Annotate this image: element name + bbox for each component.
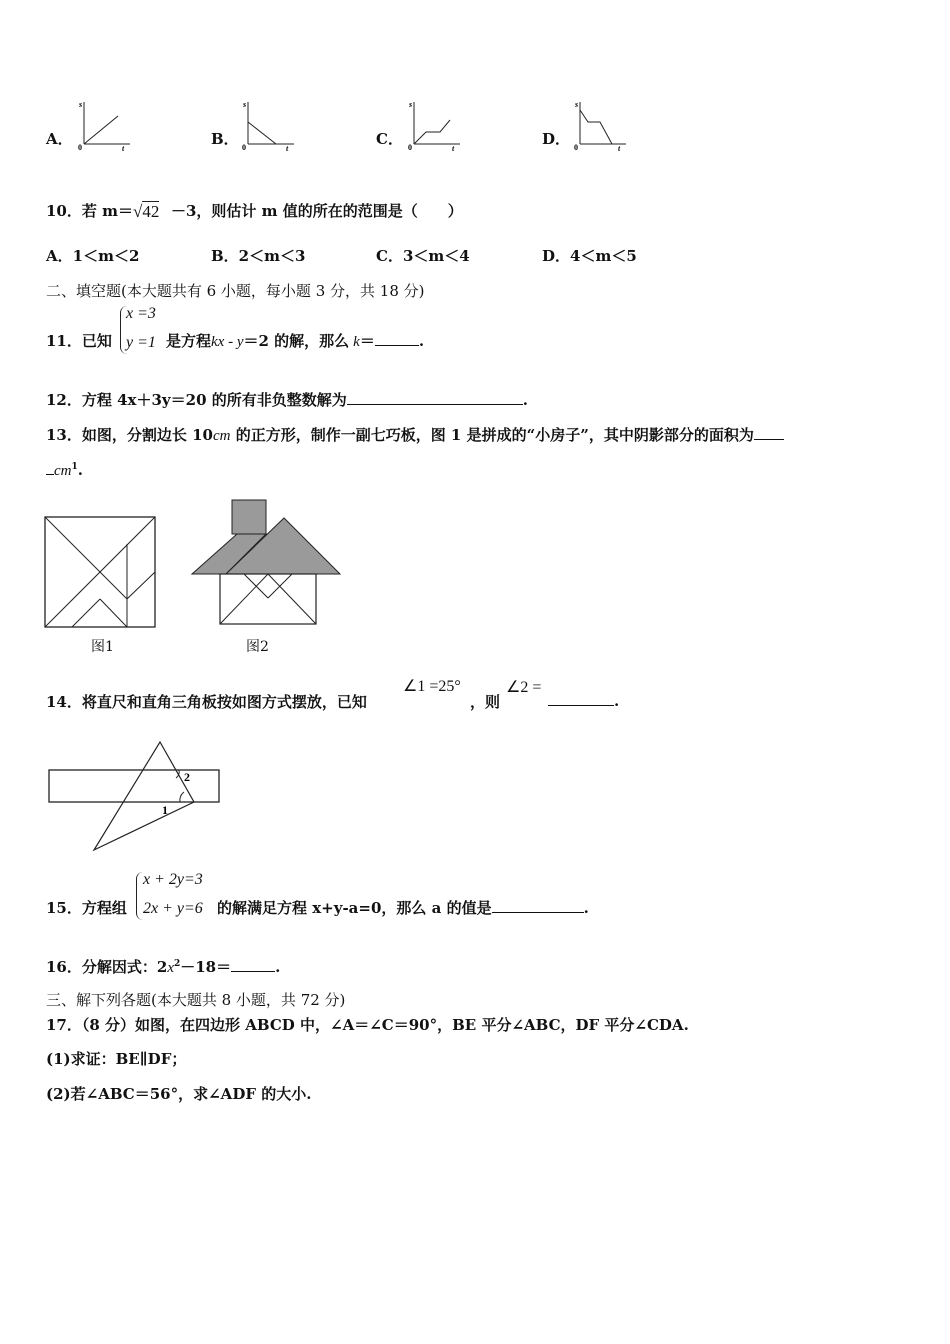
q11-expr: kx - y — [211, 334, 244, 350]
q15-suffix: 的解满足方程 x+y-a=0，那么 a 的值是 — [217, 899, 492, 917]
graph-c-origin: 0 — [408, 143, 412, 152]
figure-1-label: 图1 — [91, 639, 114, 655]
graph-a-yaxis: s — [79, 100, 83, 109]
graph-c-yaxis: s — [409, 100, 413, 109]
figure-2-label: 图2 — [246, 639, 269, 655]
q17-part-2: (2)若∠ABC＝56°，求∠ADF 的大小. — [46, 1085, 312, 1103]
q10-option-c[interactable]: C．3＜m＜4 — [376, 247, 470, 265]
q16-suffix: －18＝ — [180, 958, 232, 976]
section-3-heading: 三、解下列各题(本大题共 8 小题，共 72 分) — [46, 991, 346, 1009]
q17-part-1: (1)求证：BE∥DF； — [46, 1050, 187, 1068]
graph-a-origin: 0 — [78, 143, 82, 152]
q13-answer-blank-2[interactable] — [46, 460, 54, 475]
q10-option-d[interactable]: D．4＜m＜5 — [542, 247, 637, 265]
q13-line2 — [46, 460, 83, 480]
q13-line2-unit: cm — [54, 463, 72, 479]
q14-answer-blank[interactable] — [548, 691, 614, 706]
q15-answer-blank[interactable] — [492, 898, 584, 913]
figure-2-house — [190, 498, 344, 628]
q11-period: . — [418, 332, 425, 350]
option-b-label[interactable]: B． — [211, 130, 239, 148]
q16 — [46, 956, 280, 977]
q15-rest — [217, 897, 589, 918]
q13-answer-blank-1[interactable] — [754, 425, 784, 440]
q11-rest — [166, 330, 424, 351]
q13-line1 — [46, 424, 784, 445]
q14-period: . — [614, 692, 620, 710]
graph-a-xaxis: t — [122, 144, 125, 153]
graph-a — [68, 98, 138, 154]
q16-var: x — [167, 960, 174, 976]
q11-eq2: y =1 — [126, 334, 156, 351]
q12-text: 12．方程 4x＋3y＝20 的所有非负整数解为 — [46, 391, 347, 409]
q10-suffix: －3，则估计 m 值的所在的范围是（ ） — [170, 202, 463, 220]
option-d-label[interactable]: D． — [542, 130, 571, 148]
q17-stem: 17．（8 分）如图，在四边形 ABCD 中，∠A＝∠C＝90°，BE 平分∠ABC，DF 平分∠CDA. — [46, 1016, 689, 1034]
option-c-label[interactable]: C． — [376, 130, 403, 148]
q12 — [46, 389, 528, 410]
q11-k: k — [353, 334, 360, 350]
q14-ruler-triangle-figure — [46, 738, 226, 856]
graph-d-origin: 0 — [574, 143, 578, 152]
q11-middle: 是方程 — [166, 332, 212, 350]
graph-d-yaxis: s — [575, 100, 579, 109]
q15-brace — [136, 872, 143, 920]
q10-option-b[interactable]: B．2＜m＜3 — [211, 247, 306, 265]
q13-text: 13．如图，分割边长 10 — [46, 426, 213, 444]
q12-answer-blank[interactable] — [347, 390, 523, 405]
q11-answer-blank[interactable] — [375, 331, 419, 346]
q13-unit: cm — [212, 428, 231, 444]
q11-after: ＝2 的解，那么 — [243, 332, 350, 350]
q14-answer — [548, 691, 619, 710]
q13-period: . — [77, 461, 83, 479]
q11-prefix: 11．已知 — [46, 332, 112, 350]
q13-text2: 的正方形，制作一副七巧板，图 1 是拼成的“小房子”，其中阴影部分的面积为 — [230, 426, 754, 444]
q15-eq1: x + 2y=3 — [143, 871, 203, 888]
graph-b — [234, 98, 304, 154]
q11-end: ＝ — [359, 332, 375, 350]
q10-stem: 10．若 m＝ √42 －3，则估计 m 值的所在的范围是（ ） — [46, 202, 463, 221]
graph-b-origin: 0 — [242, 143, 246, 152]
q16-period: . — [275, 958, 281, 976]
graph-c-xaxis: t — [452, 144, 455, 153]
graph-d — [566, 98, 636, 154]
figure-1-tangram — [44, 516, 158, 630]
q10-prefix: 10．若 m＝ — [46, 202, 133, 220]
q11-eq1: x =3 — [126, 305, 156, 322]
q14-ask: ∠2 = — [506, 679, 542, 696]
q16-answer-blank[interactable] — [231, 957, 275, 972]
q14-given: ∠1 =25° — [403, 678, 461, 695]
angle-1-label: 1 — [162, 803, 168, 817]
angle-2-label: 2 — [184, 770, 190, 784]
graph-b-yaxis: s — [243, 100, 247, 109]
q14-mid: ，则 — [470, 693, 501, 711]
q16-sup: 2 — [173, 959, 181, 969]
option-a-label[interactable]: A． — [46, 130, 73, 148]
q15-eq2: 2x + y=6 — [143, 900, 203, 917]
q14-text: 14．将直尺和直角三角板按如图方式摆放，已知 — [46, 693, 367, 711]
q13-sup: 1 — [71, 462, 78, 472]
q12-period: . — [522, 391, 528, 409]
graph-b-xaxis: t — [286, 144, 289, 153]
q16-prefix: 16．分解因式：2 — [46, 958, 168, 976]
section-2-heading: 二、填空题(本大题共有 6 小题，每小题 3 分，共 18 分) — [46, 282, 425, 300]
q15-period: . — [583, 899, 589, 917]
graph-d-xaxis: t — [618, 144, 621, 153]
graph-c — [400, 98, 470, 154]
q15-prefix: 15．方程组 — [46, 899, 127, 917]
q10-option-a[interactable]: A．1＜m＜2 — [46, 247, 140, 265]
